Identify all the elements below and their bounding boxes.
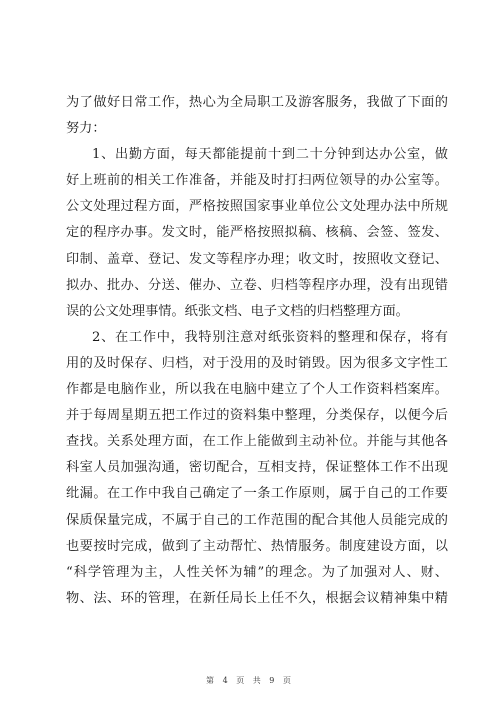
text-line: 作都是电脑作业，所以我在电脑中建立了个人工作资料档案库。 bbox=[66, 382, 448, 398]
text-line: 查找。关系处理方面，在工作上能做到主动补位。并能与其他各 bbox=[66, 434, 448, 450]
text-line: 误的公文处理事情。纸张文档、电子文档的归档整理方面。 bbox=[66, 303, 409, 319]
text-line: 印制、盖章、登记、发文等程序办理；收文时，按照收文登记、 bbox=[66, 251, 448, 267]
page-number-footer: 第 4 页 共 9 页 bbox=[206, 676, 294, 685]
text-line: 并于每周星期五把工作过的资料集中整理，分类保存，以便今后 bbox=[66, 408, 448, 424]
text-line: 好上班前的相关工作准备，并能及时打扫两位领导的办公室等。 bbox=[66, 173, 448, 189]
text-line: 1、出勤方面，每天都能提前十到二十分钟到达办公室，做 bbox=[92, 147, 448, 163]
text-line: 定的程序办事。发文时，能严格按照拟稿、核稿、会签、签发、 bbox=[66, 225, 448, 241]
text-line: 努力： bbox=[66, 121, 106, 137]
text-line: 科室人员加强沟通，密切配合，互相支持，保证整体工作不出现 bbox=[66, 460, 448, 476]
text-line: 拟办、批办、分送、催办、立卷、归档等程序办理，没有出现错 bbox=[66, 277, 448, 293]
text-line: 也要按时完成，做到了主动帮忙、热情服务。制度建设方面，以 bbox=[66, 538, 448, 554]
text-line: 为了做好日常工作，热心为全局职工及游客服务，我做了下面的 bbox=[66, 95, 448, 110]
document-body bbox=[66, 90, 448, 612]
text-line: “科学管理为主，人性关怀为辅”的理念。为了加强对人、财、 bbox=[66, 564, 448, 580]
text-line: 保质保量完成，不属于自己的工作范围的配合其他人员能完成的 bbox=[66, 512, 448, 528]
text-line: 物、法、环的管理，在新任局长上任不久，根据会议精神集中精 bbox=[66, 590, 448, 606]
text-line: 公文处理过程方面，严格按照国家事业单位公文处理办法中所规 bbox=[66, 199, 448, 215]
text-line: 纰漏。在工作中我自己确定了一条工作原则，属于自己的工作要 bbox=[66, 486, 448, 502]
text-line: 2、在工作中，我特别注意对纸张资料的整理和保存，将有 bbox=[92, 329, 448, 345]
text-line: 用的及时保存、归档，对于没用的及时销毁。因为很多文字性工 bbox=[66, 355, 448, 371]
